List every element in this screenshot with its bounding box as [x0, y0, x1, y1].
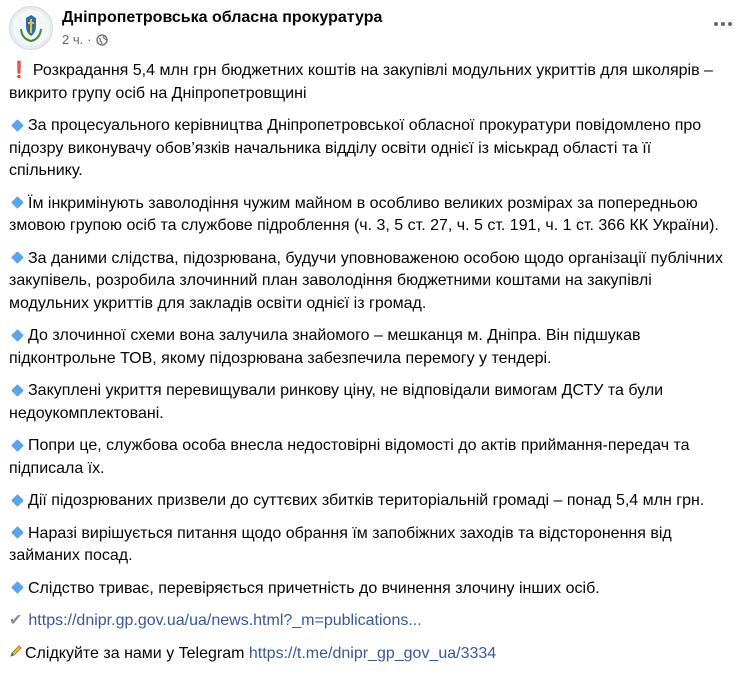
prosecutor-emblem-icon: [12, 9, 50, 47]
post-headline-paragraph: [9, 60, 724, 105]
post-meta: [62, 32, 108, 47]
post-paragraph: [9, 325, 724, 370]
post-paragraph: [9, 578, 724, 601]
paragraph-text: Закуплені укриття перевищували ринкову ціну, не відповідали вимогам ДСТУ та були недоукомплектовані.: [9, 382, 664, 422]
paragraph-text: Дії підозрюваних призвели до суттєвих збитків територіальній громаді – понад 5,4 млн грн.: [28, 492, 705, 509]
pen-icon: [9, 643, 23, 666]
paragraph-text: До злочинної схеми вона залучила знайомого – мешканця м. Дніпра. Він підшукав підконтрольне ТОВ, якому підозрювана забезпечила перемогу у тендері.: [9, 327, 641, 367]
post-time[interactable]: 2 ч.: [62, 32, 84, 47]
blue-diamond-icon: [11, 251, 24, 264]
blue-diamond-icon: [11, 119, 24, 132]
check-mark-icon: ✔: [9, 612, 23, 629]
post-body: [9, 60, 724, 675]
post-paragraph: [9, 435, 724, 480]
post-paragraph: [9, 380, 724, 425]
blue-diamond-icon: [11, 439, 24, 452]
blue-diamond-icon: [11, 581, 24, 594]
page-avatar[interactable]: [9, 6, 53, 50]
meta-separator: ·: [87, 32, 92, 47]
exclamation-icon: ❗: [9, 62, 29, 79]
post-paragraph: [9, 193, 724, 238]
blue-diamond-icon: [11, 329, 24, 342]
post-paragraph: [9, 490, 724, 513]
paragraph-text: Слідство триває, перевіряється причетність до вчинення злочину інших осіб.: [28, 579, 600, 597]
blue-diamond-icon: [11, 196, 24, 209]
blue-diamond-icon: [11, 494, 24, 507]
source-link[interactable]: https://dnipr.gp.gov.ua/ua/news.html?_m=publications...: [28, 612, 422, 629]
post-header: [9, 6, 750, 52]
paragraph-text: Наразі вирішується питання щодо обрання їм запобіжних заходів та відсторонення від займаних посад.: [9, 524, 672, 564]
page-name-link[interactable]: Дніпропетровська обласна прокуратура: [62, 9, 383, 26]
post-paragraph: [9, 523, 724, 568]
paragraph-text: За процесуального керівництва Дніпропетровської обласної прокуратури повідомлено про підозру виконувачу обов’язків начальника відділу освіти однієї із міськрад області та її спільнику.: [9, 117, 702, 179]
telegram-prefix: Слідкуйте за нами у Telegram: [25, 644, 245, 662]
post-paragraph: [9, 115, 724, 183]
post-headline: Розкрадання 5,4 млн грн бюджетних коштів на закупівлі модульних укриттів для школярів – викрито групу осіб на Дніпропетровщині: [9, 62, 713, 102]
telegram-paragraph: [9, 643, 724, 666]
paragraph-text: Попри це, службова особа внесла недостовірні відомості до актів приймання-передач та підписала їх.: [9, 437, 690, 477]
blue-diamond-icon: [11, 384, 24, 397]
telegram-link[interactable]: https://t.me/dnipr_gp_gov_ua/3334: [248, 644, 497, 662]
post-paragraph: [9, 248, 724, 316]
paragraph-text: За даними слідства, підозрювана, будучи уповноваженою особою щодо організації публічних закупівель, розробила злочинний план заволодіння бюджетними коштами на закупівлі модульних укриттів для закладів освіти однієї із громад.: [9, 249, 723, 312]
paragraph-text: Їм інкримінують заволодіння чужим майном в особливо великих розмірах за попередньою змовою групою осіб та службове підроблення (ч. 3, 5 ст. 27, ч. 5 ст. 191, ч. 1 ст. 366 КК України).: [9, 194, 719, 234]
blue-diamond-icon: [11, 526, 24, 539]
source-link-paragraph: [9, 610, 724, 633]
more-options-icon[interactable]: [707, 12, 739, 36]
globe-icon: [96, 34, 108, 46]
